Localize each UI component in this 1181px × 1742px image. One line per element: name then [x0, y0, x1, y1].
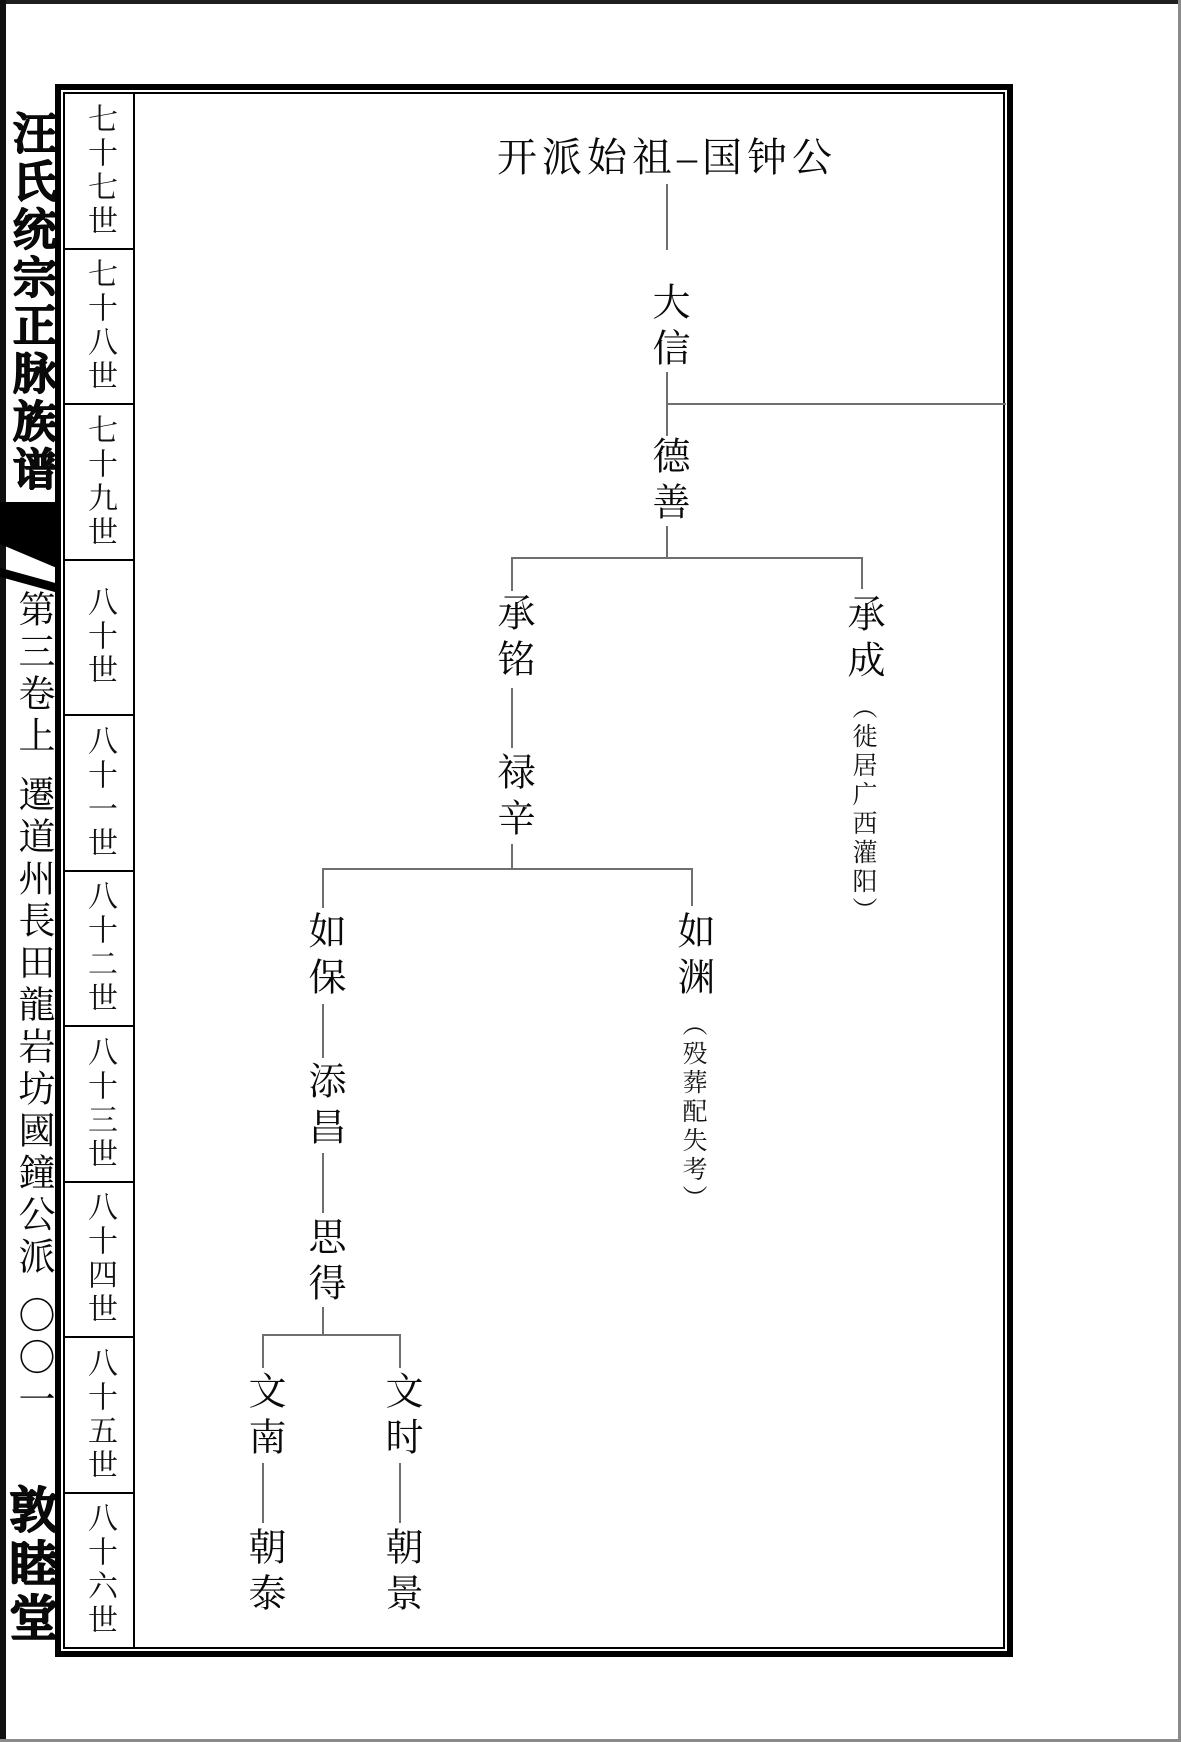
connector-tianchang-side [322, 1153, 324, 1213]
generation-label: 七十七世 [83, 102, 116, 239]
generation-label: 七十九世 [83, 413, 116, 550]
tree-node-wennan: 文南 [242, 1371, 284, 1463]
generation-label: 七十八世 [83, 258, 116, 395]
branch-deshan-children [511, 557, 863, 559]
generation-label: 八十世 [83, 586, 116, 689]
tick-ruyuan [691, 868, 693, 906]
connector-wennan-chaotai [262, 1463, 264, 1523]
tree-node-side: 思得 [302, 1217, 344, 1309]
generation-label: 八十三世 [83, 1035, 116, 1172]
tick-chengcheng [861, 557, 863, 589]
tree-node-chaotai: 朝泰 [242, 1527, 284, 1619]
connector-chengming-luxin [511, 688, 513, 748]
generation-label: 八十四世 [83, 1191, 116, 1328]
generation-label: 八十五世 [83, 1346, 116, 1483]
tree-node-chaojing: 朝景 [379, 1527, 421, 1619]
genealogy-title: 汪氏统宗正脉族谱 [6, 110, 55, 494]
generation-label: 八十二世 [83, 880, 116, 1017]
tree-node-luxin: 禄辛 [491, 752, 533, 844]
tick-wenshi [399, 1334, 401, 1368]
tree-node-chengming: 承铭 [491, 593, 533, 685]
generation-label: 八十六世 [83, 1502, 116, 1639]
tree-node-tianchang: 添昌 [302, 1061, 344, 1153]
branch-side-children [262, 1334, 401, 1336]
page-number-label: 〇〇一 [12, 1296, 53, 1422]
volume-label: 第三卷上 [12, 590, 53, 758]
tree-node-ruyuan-note: （殁葬配失考） [679, 1011, 706, 1214]
branch-luxin-children [322, 868, 693, 870]
tree-node-root: 开派始祖–国钟公 [497, 135, 837, 180]
tree-node-ruyuan: 如渊 （殁葬配失考） [671, 911, 713, 1214]
tree-node-chengcheng: 承成 （徙居广西灌阳） [841, 594, 883, 926]
connector-rubao-tianchang [322, 1004, 324, 1058]
tree-node-deshan: 德善 [646, 436, 688, 528]
tree-node-daxin: 大信 [646, 282, 688, 374]
tree-node-rubao: 如保 [302, 911, 344, 1003]
connector-wenshi-chaojing [399, 1463, 401, 1523]
connector-side-branch [322, 1307, 324, 1334]
branch-label: 遷道州長田龍岩坊國鐘公派 [12, 775, 53, 1279]
connector-root-daxin [666, 184, 668, 250]
tick-wennan [262, 1334, 264, 1368]
tick-chengming [511, 557, 513, 591]
tree-node-chengcheng-note: （徙居广西灌阳） [849, 694, 876, 926]
connector-luxin-branch [511, 844, 513, 870]
tick-rubao [322, 868, 324, 908]
tree-node-wenshi: 文时 [379, 1371, 421, 1463]
hall-name: 敦睦堂 [3, 1484, 58, 1646]
connector-daxin-offpage [666, 403, 1006, 405]
connector-deshan-branch [666, 526, 668, 558]
generation-label: 八十一世 [83, 724, 116, 861]
